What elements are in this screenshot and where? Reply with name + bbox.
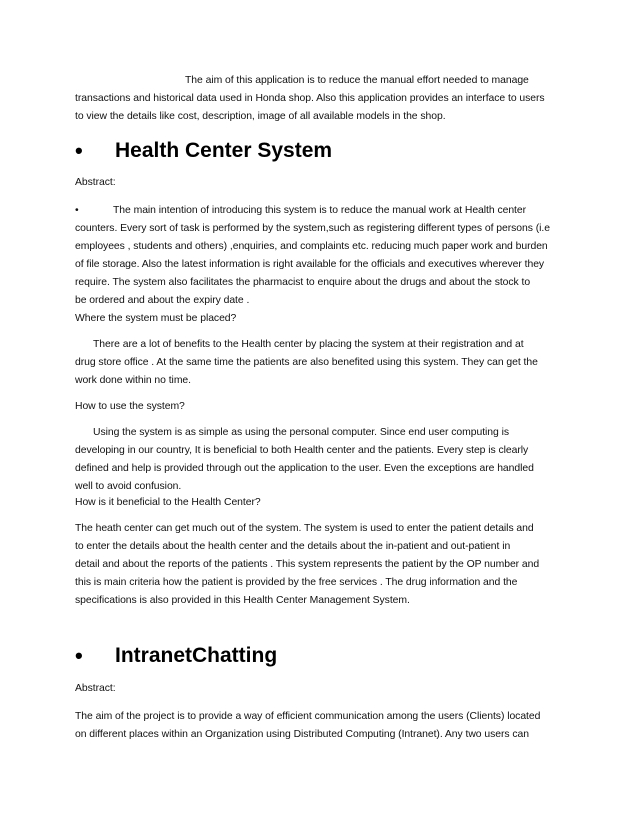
health-center-abstract-paragraph xyxy=(75,202,565,310)
section-title: IntranetChatting xyxy=(115,644,278,667)
paragraph-line: this is main criteria how the patient is provided by the free services . The drug information and the xyxy=(75,577,518,588)
paragraph-line: employees , students and others) ,enquiries, and complaints etc. reducing much paper work and burden xyxy=(75,241,548,252)
paragraph-line: defined and help is provided through out the application to the user. Even the exceptions are handled xyxy=(75,463,534,474)
answer-where-placed xyxy=(75,336,565,390)
paragraph-line: work done within no time. xyxy=(75,375,191,386)
paragraph-line: of file storage. Also the latest information is right available for the officials and executives wherever they xyxy=(75,259,545,270)
answer-how-to-use xyxy=(75,424,565,496)
bullet-icon: • xyxy=(75,643,83,668)
intro-line: The aim of this application is to reduce the manual effort needed to manage xyxy=(185,75,529,86)
abstract-label: Abstract: xyxy=(75,683,116,694)
question-how-to-use: How to use the system? xyxy=(75,401,185,412)
paragraph-line: be ordered and about the expiry date . xyxy=(75,295,250,306)
intranet-abstract-paragraph xyxy=(75,708,565,744)
question-where-placed: Where the system must be placed? xyxy=(75,313,237,324)
section-heading-health-center xyxy=(75,136,565,166)
bullet-icon: • xyxy=(75,138,83,163)
paragraph-line: detail and about the reports of the patients . This system represents the patient by the OP number and xyxy=(75,559,540,570)
paragraph-line: developing in our country, It is beneficial to both Health center and the patients. Every step is clearly xyxy=(75,445,529,456)
section-heading-intranet-chatting xyxy=(75,641,565,671)
intro-paragraph xyxy=(75,72,565,126)
question-how-beneficial: How is it beneficial to the Health Center? xyxy=(75,497,261,508)
paragraph-line: specifications is also provided in this Health Center Management System. xyxy=(75,595,410,606)
paragraph-line: counters. Every sort of task is performed by the system,such as registering different types of persons (i.e xyxy=(75,223,550,234)
paragraph-line: well to avoid confusion. xyxy=(75,481,182,492)
paragraph-line: drug store office . At the same time the patients are also benefited using this system. They can get the xyxy=(75,357,538,368)
paragraph-line: • The main intention of introducing this system is to reduce the manual work at Health center xyxy=(75,202,565,220)
intro-line: transactions and historical data used in Honda shop. Also this application provides an interface to users xyxy=(75,93,545,104)
paragraph-line: The heath center can get much out of the system. The system is used to enter the patient details and xyxy=(75,523,534,534)
paragraph-line: There are a lot of benefits to the Health center by placing the system at their registration and at xyxy=(93,339,524,350)
paragraph-line: on different places within an Organization using Distributed Computing (Intranet). Any two users can xyxy=(75,729,529,740)
answer-how-beneficial xyxy=(75,520,565,610)
paragraph-line: to enter the details about the health center and the details about the in-patient and out-patient in xyxy=(75,541,511,552)
intro-line: to view the details like cost, description, image of all available models in the shop. xyxy=(75,111,446,122)
paragraph-line: The aim of the project is to provide a way of efficient communication among the users (Clients) located xyxy=(75,711,541,722)
bullet-icon: • xyxy=(75,205,79,216)
section-title: Health Center System xyxy=(115,139,333,162)
paragraph-line: require. The system also facilitates the pharmacist to enquire about the drugs and about the stock to xyxy=(75,277,531,288)
paragraph-line: Using the system is as simple as using the personal computer. Since end user computing is xyxy=(93,427,510,438)
abstract-label: Abstract: xyxy=(75,177,116,188)
